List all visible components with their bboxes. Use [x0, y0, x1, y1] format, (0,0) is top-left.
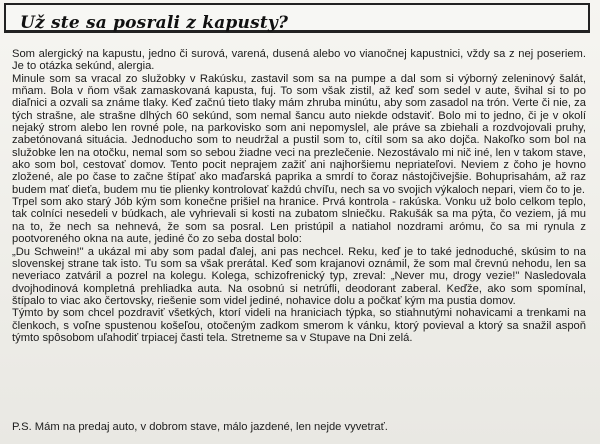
article-body: [12, 48, 586, 344]
paragraph-4: „Du Schwein!" a ukázal mi aby som padal ďalej, ani pas nechcel. Reku, keď je to také jednoduché, skúsim to na slovenskej strane tak isto. Tu som sa však prerátal. Keď som krajanovi oznámil, že som mal črevnú nehodu, len sa neveriaco zatváril a pozrel na kolegu. Kolega, schizofrenický typ, zreval: „Never mu, drogy vezie!" Nasledovala dvojhodinová kompletná prehliadka auta. Na osobnú si netrúfli, deodorant zaberal. Keďže, ako som spomínal, štípalo to viac ako čertovsky, riešenie som videl jediné, nohavice dolu a počkať kým ma pustia domov.: [12, 245, 586, 307]
paragraph-2: Minule som sa vracal zo služobky v Rakúsku, zastavil som sa na pumpe a dal som si výborný zeleninový šalát, mňam. Bola v ňom však zamaskovaná kapusta, fuj. To som však zistil, až keď som sedel v aute, švihal si to po diaľnici a ozvali sa známe tlaky. Keď začnú tieto tlaky mám zhruba minútu, aby som zasadol na trón. Verte či nie, za tých strašne, ale strašne dlhých 60 sekúnd, som nemal šancu auto niekde odstaviť. Bolo mi to jedno, či je v okolí nejaký strom alebo len rovné pole, na parkovisko som ani nepomyslel, ale práve sa zbiehali a rozdvojovali pruhy, zabetónovaná situácia. Jednoducho som to neudržal a pustil som to, cítil som sa ako dojča. Nakoľko som bol na služobke len na otočku, nemal som so sebou žiadne veci na prezlečenie. Nezostávalo mi nič iné, len v takom stave, ako som bol, cestovať domov. Tento pocit neprajem zažiť ani najhoršiemu nepriateľovi. Neviem z čoho je hovno zložené, ale po čase to začne štípať ako maďarská paprika a smrdí to čoraz nástojčivejšie. Bohuprisahám, až raz budem mať dieťa, budem mu tie plienky kontrolovať každú chvíľu, nech sa vo svojich výkaloch nepari, viem čo to je.: [12, 72, 586, 196]
article-title: Už ste sa posrali z kapusty?: [20, 13, 289, 33]
paragraph-3: Trpel som ako starý Jób kým som konečne prišiel na hranice. Prvá kontrola - rakúska. Vonku už bolo celkom teplo, tak colníci nesedeli v búdkach, ale vyhrievali si kosti na zubatom slniečku. Rakušák sa ma pýta, čo veziem, já mu na to, že nech sa nehnevá, že som sa posral. Len pristúpil a natiahol nozdrami arómu, čo sa mi rynula z pootvoreného okna na aute, jediné čo zo seba dostal bolo:: [12, 196, 586, 246]
paragraph-1: Som alergický na kapustu, jedno či surová, varená, dusená alebo vo vianočnej kapustnici, vždy sa z nej poseriem. Je to otázka sekúnd, alergia.: [12, 48, 586, 73]
paragraph-5: Týmto by som chcel pozdraviť všetkých, ktorí videli na hraniciach týpka, so stiahnutými nohavicami a trenkami na členkoch, s voľne spustenou košeľou, otočeným zadkom smerom k vánku, ktorý povieval a ktorý sa snažil aspoň týmto spôsobom uľahodiť trpiacej časti tela. Stretneme sa v Stupave na Dni zelá.: [12, 307, 586, 344]
postscript: P.S. Mám na predaj auto, v dobrom stave, málo jazdené, len nejde vyvetrať.: [12, 421, 388, 433]
title-box: [4, 3, 590, 33]
